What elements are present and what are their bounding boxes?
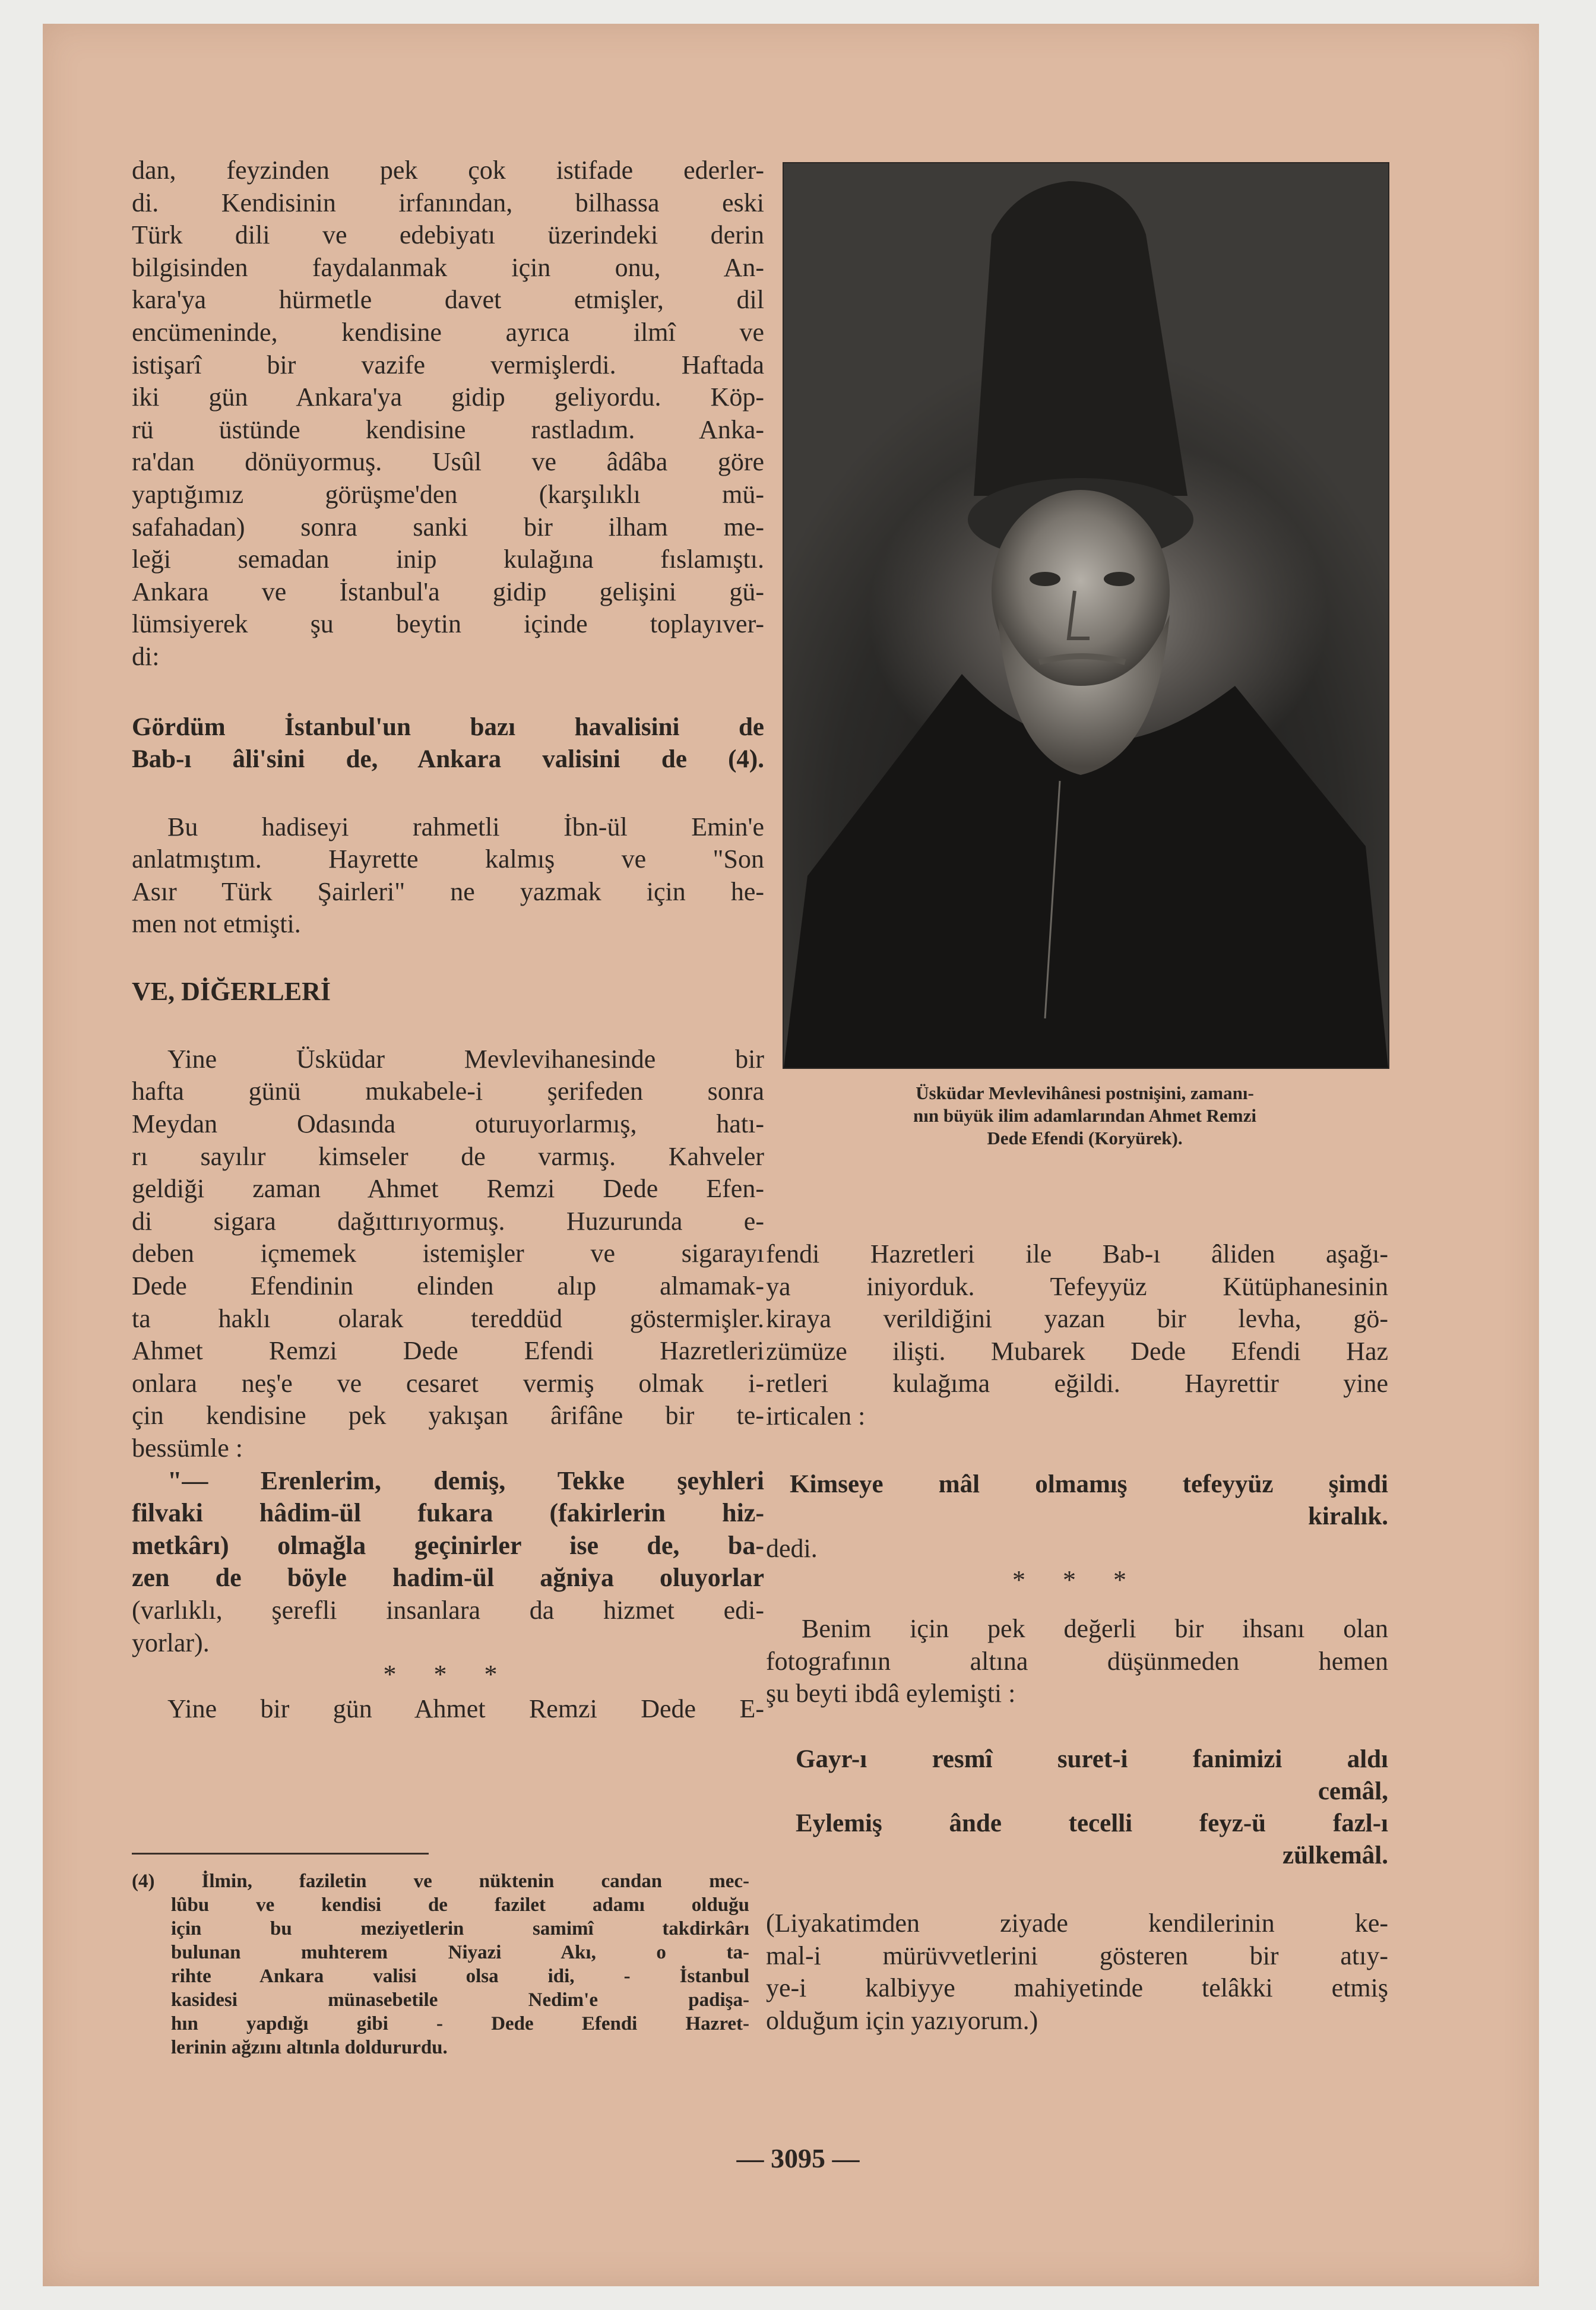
text-line: mal-i mürüvvetlerini gösteren bir atıy-	[766, 1941, 1388, 1970]
text-line: zümüze ilişti. Mubarek Dede Efendi Haz	[766, 1336, 1388, 1366]
text-line: irticalen :	[766, 1401, 866, 1431]
text-line: iki gün Ankara'ya gidip geliyordu. Köp-	[132, 382, 764, 412]
text-line: Türk dili ve edebiyatı üzerindeki derin	[132, 220, 764, 250]
paragraph-3	[132, 1043, 764, 1465]
verse-block	[766, 1743, 1388, 1872]
footnote	[132, 1869, 749, 2059]
paragraph-3	[766, 1907, 1388, 2037]
caption-line: nın büyük ilim adamlarından Ahmet Remzi	[913, 1105, 1256, 1126]
paragraph-1	[766, 1238, 1388, 1433]
text-line: Ankara ve İstanbul'a gidip gelişini gü-	[132, 577, 764, 606]
text-line: hafta günü mukabele-i şerifeden sonra	[132, 1077, 764, 1106]
text-line: deben içmemek istemişler ve sigarayı	[132, 1239, 764, 1268]
text-line: Yine Üsküdar Mevlevihanesinde bir	[167, 1044, 764, 1074]
text-line: dan, feyzinden pek çok istifade ederler-	[132, 156, 764, 185]
text-line: zen de böyle hadim-ül ağniya oluyorlar	[132, 1563, 764, 1593]
verse-line: Eylemiş ânde tecelli feyz-ü fazl-ı	[796, 1809, 1388, 1837]
text-line: kiraya verildiğini yazan bir levha, gö-	[766, 1304, 1388, 1334]
footnote-line: lûbu ve kendisi de fazilet adamı olduğu	[171, 1894, 749, 1916]
text-line: "— Erenlerim, demiş, Tekke şeyhleri	[167, 1466, 764, 1495]
caption-line: Dede Efendi (Koryürek).	[987, 1128, 1183, 1148]
verse-block	[132, 711, 764, 776]
footnote-line: hın yapdığı gibi - Dede Efendi Hazret-	[171, 2013, 749, 2034]
text-line: retleri kulağıma eğildi. Hayrettir yine	[766, 1369, 1388, 1398]
page-number: — 3095 —	[736, 2143, 860, 2173]
text-line: lümsiyerek şu beytin içinde toplayıver-	[132, 609, 764, 639]
section-separator: * * *	[383, 1660, 513, 1689]
paragraph-1	[132, 154, 764, 673]
text-line: Meydan Odasında oturuyorlarmış, hatı-	[132, 1109, 764, 1139]
footnote-line: (4) İlmin, faziletin ve nüktenin candan mec-	[132, 1871, 749, 1892]
text-line: çin kendisine pek yakışan ârifâne bir te-	[132, 1401, 764, 1431]
text-line: bilgisinden faydalanmak için onu, An-	[132, 252, 764, 282]
footnote-line: rihte Ankara valisi olsa idi, - İstanbul	[171, 1966, 749, 1987]
text-line: ye-i kalbiyye mahiyetinde telâkki etmiş	[766, 1973, 1388, 2003]
verse-line: Gördüm İstanbul'un bazı havalisini de	[132, 713, 764, 741]
paragraph-2	[766, 1613, 1388, 1710]
text-line: fotografının altına düşünmeden hemen	[766, 1646, 1388, 1676]
text-line: Ahmet Remzi Dede Efendi Hazretleri	[132, 1336, 764, 1366]
text-line: istişarî bir vazife vermişlerdi. Haftada	[132, 350, 764, 379]
portrait-photo	[783, 162, 1389, 1069]
text-line: Dede Efendinin elinden alıp almamak-	[132, 1271, 764, 1301]
portrait-figure	[784, 163, 1388, 1068]
text-line: men not etmişti.	[132, 909, 301, 939]
verse-line: Bab-ı âli'sini de, Ankara valisini de (4).	[132, 745, 764, 773]
photo-caption	[783, 1082, 1387, 1150]
text-line: bessümle :	[132, 1434, 243, 1463]
text-line: ya iniyorduk. Tefeyyüz Kütüphanesinin	[766, 1271, 1388, 1301]
text-line: di:	[132, 641, 160, 671]
left-column	[132, 154, 764, 1726]
text-line: rü üstünde kendisine rastladım. Anka-	[132, 414, 764, 444]
text-line: olduğum için yazıyorum.)	[766, 2005, 1038, 2035]
verse-block	[766, 1469, 1388, 1533]
footnote-line: lerinin ağzını altınla doldururdu.	[171, 2037, 448, 2058]
text-line: Asır Türk Şairleri" ne yazmak için he-	[132, 876, 764, 906]
verse-line: Kimseye mâl olmamış tefeyyüz şimdi	[790, 1470, 1388, 1498]
text-line: fendi Hazretleri ile Bab-ı âliden aşağı-	[766, 1239, 1388, 1268]
text-line: leği semadan inip kulağına fıslamıştı.	[132, 545, 764, 574]
text-line: dedi.	[766, 1533, 818, 1563]
section-separator: * * *	[1012, 1565, 1142, 1595]
verse-line: cemâl,	[1318, 1777, 1388, 1805]
text-line: şu beyti ibdâ eylemişti :	[766, 1679, 1016, 1708]
text-line: di sigara dağıttırıyormuş. Huzurunda e-	[132, 1206, 764, 1236]
footnote-line: için bu meziyetlerin samimî takdirkârı	[171, 1918, 749, 1939]
text-line: onlara neş'e ve cesaret vermiş olmak i-	[132, 1368, 764, 1398]
paragraph-2	[132, 811, 764, 941]
text-line: Benim için pek değerli bir ihsanı olan	[802, 1614, 1388, 1644]
text-line: Yine bir gün Ahmet Remzi Dede E-	[167, 1694, 764, 1724]
text-line: rı sayılır kimseler de varmış. Kahveler	[132, 1141, 764, 1171]
caption-line: Üsküdar Mevlevihânesi postnişini, zamanı-	[916, 1083, 1254, 1103]
text-line: (Liyakatimden ziyade kendilerinin ke-	[766, 1908, 1388, 1938]
text-line: yaptığımız görüşme'den (karşılıklı mü-	[132, 479, 764, 509]
text-line: ra'dan dönüyormuş. Usûl ve âdâba göre	[132, 447, 764, 477]
footnote-line: kasidesi münasebetile Nedim'e padişa-	[171, 1989, 749, 2011]
text-line: metkârı) olmağla geçinirler ise de, ba-	[132, 1530, 764, 1560]
text-line: safahadan) sonra sanki bir ilham me-	[132, 512, 764, 542]
verse-line: kiralık.	[1307, 1502, 1388, 1530]
text-line: ta haklı olarak tereddüd göstermişler.	[132, 1303, 764, 1333]
text-line: encümeninde, kendisine ayrıca ilmî ve	[132, 317, 764, 347]
text-line: yorlar).	[132, 1628, 210, 1657]
verse-line: Gayr-ı resmî suret-i fanimizi aldı	[796, 1745, 1388, 1773]
text-line: di. Kendisinin irfanından, bilhassa eski	[132, 188, 764, 217]
text-line: filvaki hâdim-ül fukara (fakirlerin hiz-	[132, 1498, 764, 1528]
text-line: (varlıklı, şerefli insanlara da hizmet edi-	[132, 1595, 764, 1625]
section-heading: VE, DİĞERLERİ	[132, 976, 331, 1006]
text-line: kara'ya hürmetle davet etmişler, dil	[132, 285, 764, 315]
right-column	[766, 1238, 1388, 2037]
text-line: geldiği zaman Ahmet Remzi Dede Efen-	[132, 1174, 764, 1204]
footnote-rule	[132, 1853, 429, 1855]
verse-line: zülkemâl.	[1282, 1841, 1388, 1869]
text-line: anlatmıştım. Hayrette kalmış ve "Son	[132, 844, 764, 874]
paragraph-4	[132, 1465, 764, 1660]
footnote-line: bulunan muhterem Niyazi Akı, o ta-	[171, 1942, 749, 1963]
text-line: Bu hadiseyi rahmetli İbn-ül Emin'e	[167, 812, 764, 841]
